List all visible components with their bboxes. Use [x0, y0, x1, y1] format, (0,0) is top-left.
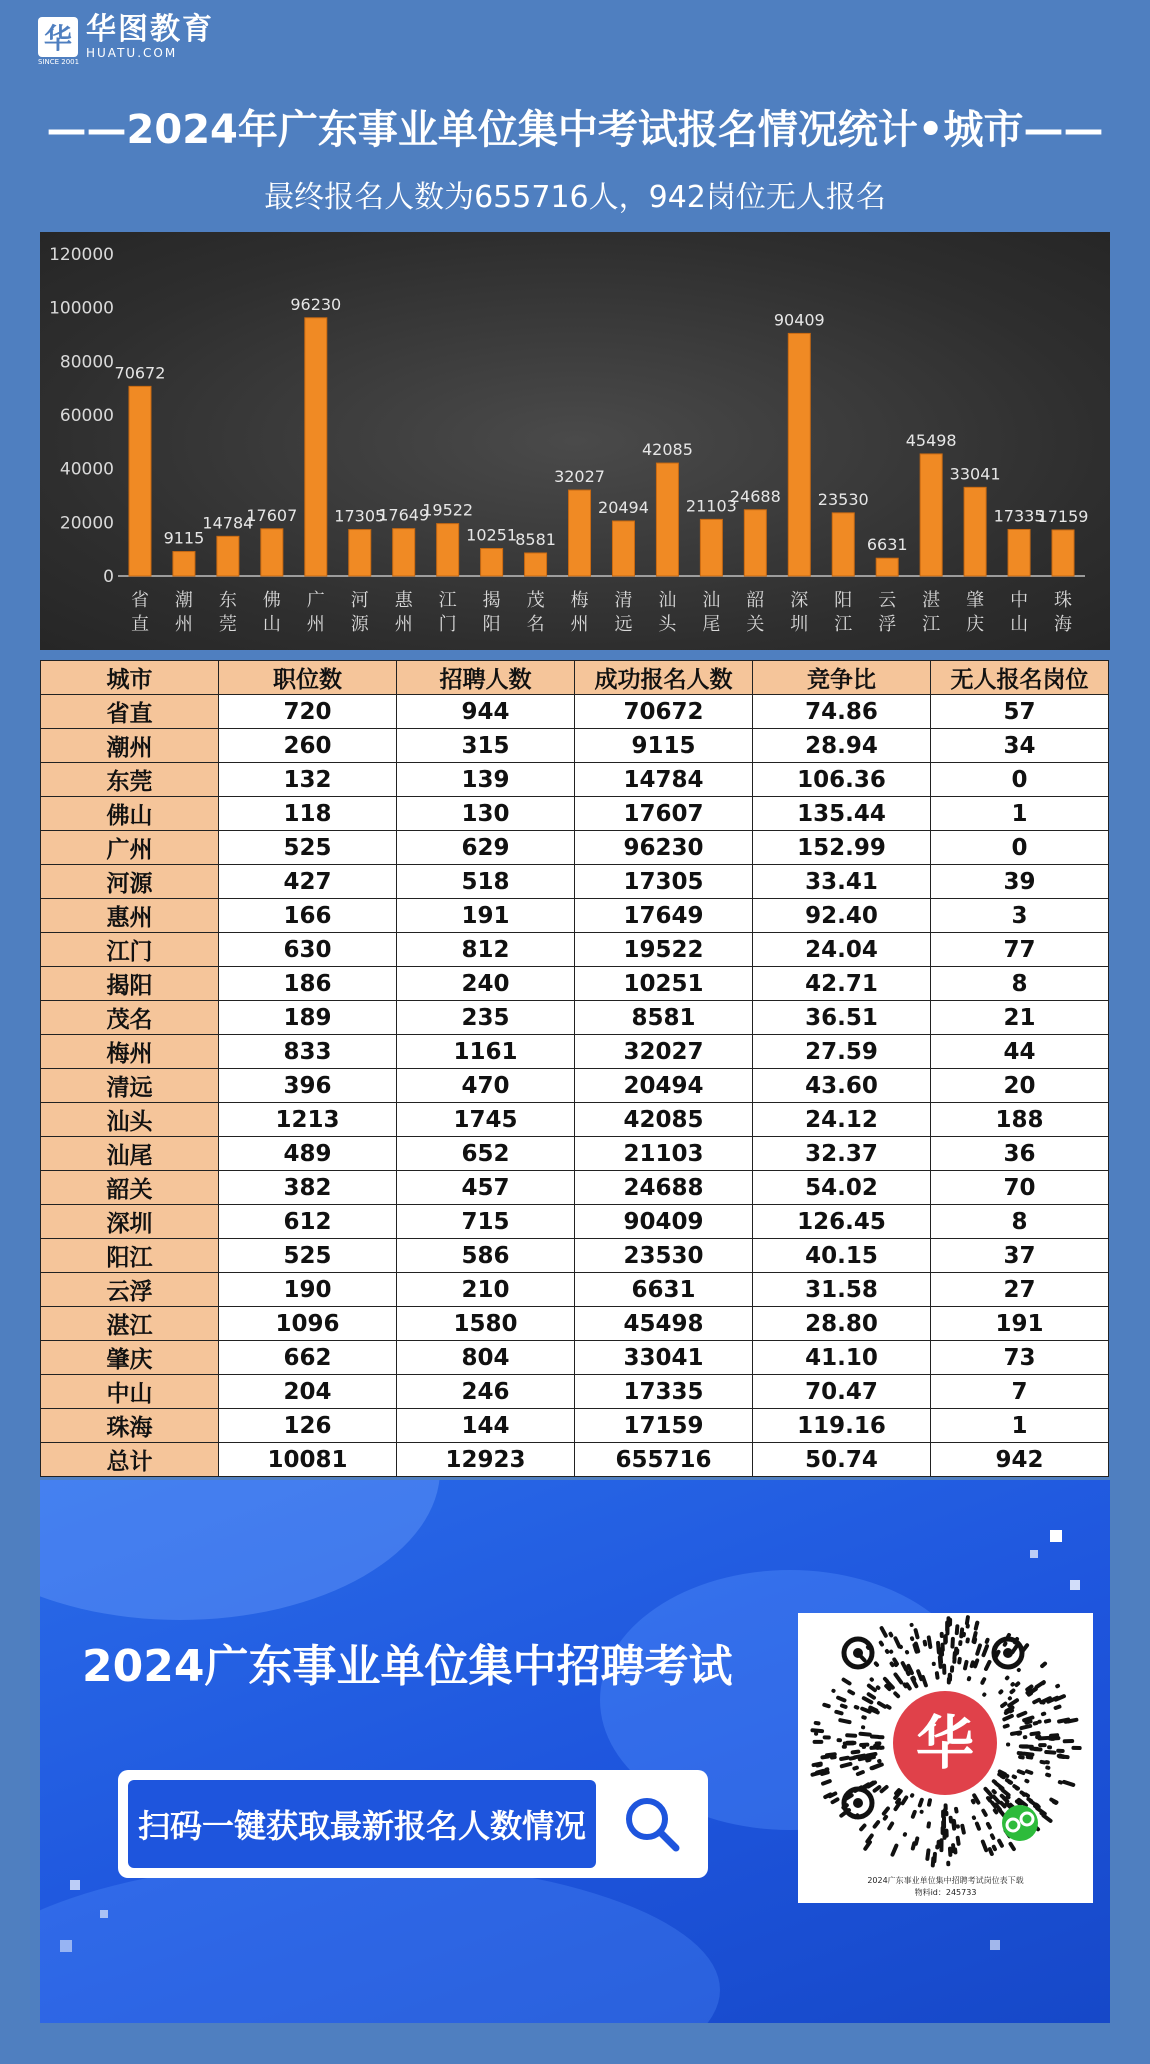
- bar-chart: [40, 232, 1110, 650]
- data-label: 45498: [905, 430, 957, 450]
- table-cell: 28.94: [753, 729, 931, 763]
- data-label: 17159: [1037, 506, 1089, 526]
- table-cell: 90409: [575, 1205, 753, 1239]
- x-tick-label: 珠: [1054, 590, 1073, 611]
- table-row: [41, 1103, 1109, 1137]
- y-tick-label: 40000: [59, 459, 114, 480]
- table-header-cell: 招聘人数: [397, 661, 575, 695]
- logo-since: SINCE 2001: [38, 58, 80, 66]
- table-row: [41, 1069, 1109, 1103]
- table-cell: 92.40: [753, 899, 931, 933]
- table-cell: 73: [931, 1341, 1109, 1375]
- x-tick-label: 州: [174, 614, 193, 635]
- table-cell: 126.45: [753, 1205, 931, 1239]
- table-row: [41, 1273, 1109, 1307]
- x-tick-label: 湛: [922, 590, 941, 611]
- table-cell: 118: [219, 797, 397, 831]
- x-tick-label: 佛: [262, 590, 281, 611]
- data-label: 70672: [114, 363, 166, 383]
- table-cell: 50.74: [753, 1443, 931, 1477]
- x-tick-label: 关: [746, 614, 765, 635]
- bar: [920, 454, 942, 576]
- table-cell: 20494: [575, 1069, 753, 1103]
- table-cell: 19522: [575, 933, 753, 967]
- x-tick-label: 江: [438, 590, 457, 611]
- table-cell: 1: [931, 1409, 1109, 1443]
- x-tick-label: 肇: [966, 590, 985, 611]
- table-cell: 77: [931, 933, 1109, 967]
- table-cell: 21103: [575, 1137, 753, 1171]
- data-label: 8581: [515, 529, 556, 549]
- table-cell: 24688: [575, 1171, 753, 1205]
- table-row: [41, 1341, 1109, 1375]
- x-tick-label: 广: [306, 590, 325, 611]
- table-row: [41, 729, 1109, 763]
- logo-name-cn: 华图教育: [86, 12, 214, 47]
- table-cell: 31.58: [753, 1273, 931, 1307]
- table-row: [41, 1375, 1109, 1409]
- table-city-cell: 惠州: [41, 899, 219, 933]
- table-row: [41, 1205, 1109, 1239]
- table-cell: 240: [397, 967, 575, 1001]
- table-cell: 8: [931, 1205, 1109, 1239]
- x-tick-label: 远: [614, 614, 633, 635]
- table-city-cell: 云浮: [41, 1273, 219, 1307]
- table-cell: 518: [397, 865, 575, 899]
- table-city-cell: 广州: [41, 831, 219, 865]
- data-label: 20494: [598, 498, 649, 518]
- table-cell: 135.44: [753, 797, 931, 831]
- y-tick-label: 80000: [59, 352, 114, 373]
- table-cell: 39: [931, 865, 1109, 899]
- data-label: 90409: [773, 310, 825, 330]
- bar: [569, 490, 591, 576]
- huatu-logo-icon: 华: [38, 17, 78, 57]
- table-city-cell: 佛山: [41, 797, 219, 831]
- x-tick-label: 汕: [702, 590, 721, 611]
- scan-search-box[interactable]: [118, 1770, 708, 1878]
- x-tick-label: 阳: [482, 614, 501, 635]
- table-row: [41, 1307, 1109, 1341]
- table-header-cell: 无人报名岗位: [931, 661, 1109, 695]
- table-cell: 70.47: [753, 1375, 931, 1409]
- bar: [700, 519, 722, 576]
- table-cell: 37: [931, 1239, 1109, 1273]
- table-cell: 139: [397, 763, 575, 797]
- table-cell: 191: [931, 1307, 1109, 1341]
- data-label: 21103: [685, 496, 737, 516]
- x-tick-label: 韶: [746, 590, 765, 611]
- x-tick-label: 浮: [878, 614, 897, 635]
- table-cell: 130: [397, 797, 575, 831]
- page-subtitle: 最终报名人数为655716人，942岗位无人报名: [264, 180, 886, 215]
- bar: [744, 510, 766, 576]
- x-tick-label: 揭: [482, 590, 501, 611]
- x-tick-label: 门: [438, 614, 457, 635]
- table-cell: 1213: [219, 1103, 397, 1137]
- table-cell: 3: [931, 899, 1109, 933]
- table-city-cell: 汕尾: [41, 1137, 219, 1171]
- bar: [525, 553, 547, 576]
- qr-code-card[interactable]: [798, 1613, 1093, 1903]
- bar: [876, 558, 898, 576]
- table-city-cell: 珠海: [41, 1409, 219, 1443]
- x-tick-label: 惠: [394, 590, 413, 611]
- x-tick-label: 山: [1010, 614, 1029, 635]
- table-cell: 14784: [575, 763, 753, 797]
- table-cell: 44: [931, 1035, 1109, 1069]
- table-cell: 17649: [575, 899, 753, 933]
- table-cell: 188: [931, 1103, 1109, 1137]
- table-cell: 70672: [575, 695, 753, 729]
- bar: [964, 487, 986, 576]
- table-cell: 8581: [575, 1001, 753, 1035]
- bar-chart-svg: [40, 232, 1110, 650]
- table-cell: 1096: [219, 1307, 397, 1341]
- table-cell: 12923: [397, 1443, 575, 1477]
- table-city-cell: 揭阳: [41, 967, 219, 1001]
- magnifier-icon: [620, 1792, 684, 1856]
- table-cell: 40.15: [753, 1239, 931, 1273]
- table-cell: 33041: [575, 1341, 753, 1375]
- logo-name-en: HUATU.COM: [86, 46, 178, 60]
- table-cell: 36.51: [753, 1001, 931, 1035]
- table-cell: 525: [219, 1239, 397, 1273]
- bar: [261, 529, 283, 576]
- stats-table-wrap: [40, 660, 1109, 1477]
- bar: [832, 513, 854, 576]
- x-tick-label: 圳: [790, 614, 809, 635]
- table-cell: 804: [397, 1341, 575, 1375]
- table-cell: 32027: [575, 1035, 753, 1069]
- qr-caption-1: 2024广东事业单位集中招聘考试岗位表下载: [867, 1876, 1024, 1885]
- x-tick-label: 清: [614, 590, 633, 611]
- table-cell: 32.37: [753, 1137, 931, 1171]
- x-tick-label: 阳: [834, 590, 853, 611]
- table-cell: 652: [397, 1137, 575, 1171]
- data-label: 23530: [817, 489, 869, 509]
- table-cell: 715: [397, 1205, 575, 1239]
- table-city-cell: 江门: [41, 933, 219, 967]
- x-tick-label: 州: [306, 614, 325, 635]
- data-label: 24688: [729, 486, 781, 506]
- table-cell: 28.80: [753, 1307, 931, 1341]
- table-cell: 9115: [575, 729, 753, 763]
- table-row: [41, 1137, 1109, 1171]
- table-cell: 119.16: [753, 1409, 931, 1443]
- bar: [129, 386, 151, 576]
- table-cell: 17159: [575, 1409, 753, 1443]
- data-label: 33041: [949, 464, 1001, 484]
- qr-caption-2: 物料id：245733: [914, 1888, 977, 1897]
- huatu-logo: [38, 12, 214, 66]
- table-city-cell: 潮州: [41, 729, 219, 763]
- table-city-cell: 阳江: [41, 1239, 219, 1273]
- table-cell: 1580: [397, 1307, 575, 1341]
- table-cell: 106.36: [753, 763, 931, 797]
- data-label: 10251: [466, 525, 518, 545]
- x-tick-label: 山: [262, 614, 281, 635]
- svg-text:华: 华: [915, 1709, 975, 1777]
- x-tick-label: 深: [790, 590, 809, 611]
- x-tick-label: 梅: [570, 590, 589, 611]
- table-city-cell: 湛江: [41, 1307, 219, 1341]
- table-cell: 629: [397, 831, 575, 865]
- table-cell: 10081: [219, 1443, 397, 1477]
- table-city-cell: 清远: [41, 1069, 219, 1103]
- table-city-cell: 省直: [41, 695, 219, 729]
- data-label: 14784: [202, 513, 254, 533]
- table-cell: 260: [219, 729, 397, 763]
- table-row: [41, 763, 1109, 797]
- table-row: [41, 967, 1109, 1001]
- table-cell: 27.59: [753, 1035, 931, 1069]
- table-cell: 190: [219, 1273, 397, 1307]
- x-tick-label: 潮: [174, 590, 193, 611]
- table-cell: 189: [219, 1001, 397, 1035]
- table-cell: 21: [931, 1001, 1109, 1035]
- data-label: 19522: [422, 500, 474, 520]
- table-cell: 942: [931, 1443, 1109, 1477]
- table-cell: 235: [397, 1001, 575, 1035]
- table-cell: 43.60: [753, 1069, 931, 1103]
- table-cell: 382: [219, 1171, 397, 1205]
- table-city-cell: 深圳: [41, 1205, 219, 1239]
- table-cell: 586: [397, 1239, 575, 1273]
- table-header-cell: 竞争比: [753, 661, 931, 695]
- table-cell: 489: [219, 1137, 397, 1171]
- table-header-cell: 职位数: [219, 661, 397, 695]
- table-cell: 1: [931, 797, 1109, 831]
- bar: [1052, 530, 1074, 576]
- table-cell: 54.02: [753, 1171, 931, 1205]
- table-cell: 210: [397, 1273, 575, 1307]
- table-cell: 720: [219, 695, 397, 729]
- table-row: [41, 1035, 1109, 1069]
- table-cell: 24.04: [753, 933, 931, 967]
- table-cell: 470: [397, 1069, 575, 1103]
- x-tick-label: 河: [350, 590, 369, 611]
- banner-title: 2024广东事业单位集中招聘考试: [82, 1641, 733, 1692]
- data-label: 42085: [641, 440, 693, 460]
- x-tick-label: 中: [1010, 590, 1029, 611]
- table-cell: 10251: [575, 967, 753, 1001]
- table-cell: 20: [931, 1069, 1109, 1103]
- table-cell: 166: [219, 899, 397, 933]
- table-row: [41, 865, 1109, 899]
- table-header-cell: 成功报名人数: [575, 661, 753, 695]
- table-row: [41, 797, 1109, 831]
- x-tick-label: 庆: [966, 614, 985, 635]
- x-tick-label: 莞: [218, 614, 237, 635]
- table-city-cell: 东莞: [41, 763, 219, 797]
- table-city-cell: 河源: [41, 865, 219, 899]
- y-tick-label: 120000: [49, 245, 114, 265]
- table-cell: 1745: [397, 1103, 575, 1137]
- bar: [349, 530, 371, 576]
- data-label: 17607: [246, 505, 298, 525]
- bar: [437, 524, 459, 576]
- data-label: 6631: [866, 535, 908, 555]
- y-tick-label: 100000: [49, 298, 114, 319]
- table-cell: 191: [397, 899, 575, 933]
- table-header-cell: 城市: [41, 661, 219, 695]
- table-row: [41, 695, 1109, 729]
- table-cell: 833: [219, 1035, 397, 1069]
- scan-search-text: 扫码一键获取最新报名人数情况: [128, 1780, 596, 1868]
- bar: [788, 333, 810, 576]
- x-tick-label: 头: [658, 614, 677, 635]
- table-city-cell: 汕头: [41, 1103, 219, 1137]
- table-cell: 17335: [575, 1375, 753, 1409]
- data-label: 32027: [554, 467, 605, 487]
- table-city-cell: 韶关: [41, 1171, 219, 1205]
- table-cell: 41.10: [753, 1341, 931, 1375]
- table-row: [41, 1239, 1109, 1273]
- x-tick-label: 海: [1054, 614, 1073, 635]
- table-row: [41, 1001, 1109, 1035]
- x-tick-label: 汕: [658, 590, 677, 611]
- table-cell: 144: [397, 1409, 575, 1443]
- x-tick-label: 名: [526, 614, 545, 635]
- bar: [217, 536, 239, 576]
- data-label: 96230: [290, 294, 342, 314]
- x-tick-label: 茂: [526, 590, 545, 611]
- table-cell: 662: [219, 1341, 397, 1375]
- table-cell: 132: [219, 763, 397, 797]
- table-cell: 315: [397, 729, 575, 763]
- x-tick-label: 直: [130, 614, 149, 635]
- x-tick-label: 尾: [702, 614, 721, 635]
- table-cell: 812: [397, 933, 575, 967]
- y-tick-label: 0: [103, 567, 114, 587]
- x-tick-label: 江: [922, 614, 941, 635]
- bar: [173, 552, 195, 576]
- table-cell: 655716: [575, 1443, 753, 1477]
- bar: [1008, 529, 1030, 576]
- table-cell: 525: [219, 831, 397, 865]
- table-cell: 96230: [575, 831, 753, 865]
- table-city-cell: 茂名: [41, 1001, 219, 1035]
- table-row: [41, 899, 1109, 933]
- table-cell: 70: [931, 1171, 1109, 1205]
- table-cell: 630: [219, 933, 397, 967]
- table-cell: 17305: [575, 865, 753, 899]
- table-city-cell: 肇庆: [41, 1341, 219, 1375]
- data-label: 17649: [378, 505, 430, 525]
- table-cell: 246: [397, 1375, 575, 1409]
- x-tick-label: 江: [834, 614, 853, 635]
- data-label: 9115: [163, 528, 205, 548]
- bar: [612, 521, 634, 576]
- table-city-cell: 中山: [41, 1375, 219, 1409]
- bar: [305, 318, 327, 576]
- table-cell: 34: [931, 729, 1109, 763]
- table-cell: 944: [397, 695, 575, 729]
- table-cell: 17607: [575, 797, 753, 831]
- x-tick-label: 州: [394, 614, 413, 635]
- x-tick-label: 源: [350, 614, 369, 635]
- x-tick-label: 云: [878, 590, 897, 611]
- x-tick-label: 东: [218, 590, 237, 611]
- table-cell: 186: [219, 967, 397, 1001]
- table-row: [41, 1443, 1109, 1477]
- y-tick-label: 20000: [59, 513, 114, 534]
- table-cell: 612: [219, 1205, 397, 1239]
- table-cell: 204: [219, 1375, 397, 1409]
- stats-table: [40, 660, 1109, 1477]
- table-cell: 152.99: [753, 831, 931, 865]
- promo-banner: [40, 1480, 1110, 2023]
- table-cell: 396: [219, 1069, 397, 1103]
- table-cell: 33.41: [753, 865, 931, 899]
- table-cell: 23530: [575, 1239, 753, 1273]
- page-title-wrap: [0, 98, 1150, 155]
- y-tick-label: 60000: [59, 406, 114, 426]
- table-row: [41, 831, 1109, 865]
- table-cell: 24.12: [753, 1103, 931, 1137]
- table-cell: 57: [931, 695, 1109, 729]
- table-row: [41, 1171, 1109, 1205]
- data-label: 17305: [334, 506, 386, 526]
- table-cell: 27: [931, 1273, 1109, 1307]
- data-label: 17335: [993, 506, 1045, 526]
- x-tick-label: 省: [130, 590, 149, 611]
- table-cell: 42.71: [753, 967, 931, 1001]
- bar: [656, 463, 678, 576]
- bar: [393, 529, 415, 576]
- table-cell: 7: [931, 1375, 1109, 1409]
- table-cell: 427: [219, 865, 397, 899]
- table-city-cell: 总计: [41, 1443, 219, 1477]
- table-cell: 6631: [575, 1273, 753, 1307]
- table-header-row: [41, 661, 1109, 695]
- table-row: [41, 1409, 1109, 1443]
- table-cell: 1161: [397, 1035, 575, 1069]
- table-cell: 0: [931, 831, 1109, 865]
- bar: [481, 548, 503, 576]
- table-cell: 36: [931, 1137, 1109, 1171]
- table-cell: 74.86: [753, 695, 931, 729]
- table-city-cell: 梅州: [41, 1035, 219, 1069]
- table-cell: 42085: [575, 1103, 753, 1137]
- table-row: [41, 933, 1109, 967]
- table-cell: 0: [931, 763, 1109, 797]
- table-cell: 8: [931, 967, 1109, 1001]
- table-cell: 45498: [575, 1307, 753, 1341]
- qr-code-icon: [798, 1613, 1093, 1873]
- table-cell: 126: [219, 1409, 397, 1443]
- x-tick-label: 州: [570, 614, 589, 635]
- page-title: ——2024年广东事业单位集中考试报名情况统计•城市——: [46, 107, 1104, 153]
- table-cell: 457: [397, 1171, 575, 1205]
